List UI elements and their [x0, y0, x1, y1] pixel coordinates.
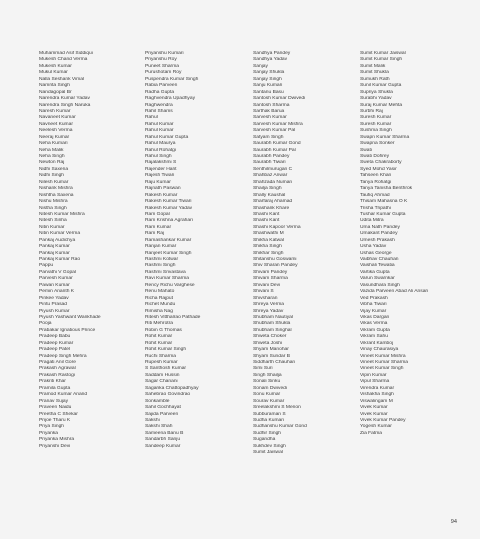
name-entry: Navaneet Kumar — [39, 115, 76, 121]
names-column-1 — [39, 51, 144, 450]
name-entry: Parvesh Kumar — [39, 276, 73, 282]
name-entry: Neha Kumari — [39, 141, 68, 147]
name-entry: Surabhi Yadav — [360, 96, 392, 102]
name-entry: Sumit Jaiswal — [253, 450, 283, 456]
name-entry: Rimisha Nag — [145, 308, 173, 314]
name-entry: Ramashankar Kumar — [145, 237, 192, 243]
name-entry: Sukhdev Singh — [253, 443, 286, 449]
name-entry: Saurabh Pandey — [253, 154, 290, 159]
name-entry: Pramila Gupta — [39, 385, 71, 391]
name-entry: Priya Singh — [39, 424, 65, 430]
name-entry: Sandarbh Sanju — [145, 437, 181, 443]
name-entry: Sagarika Chattopadhyay — [145, 385, 199, 391]
name-entry: Raju Kumar — [145, 179, 171, 185]
name-entry: Vineet Kumar Mishra — [360, 353, 406, 359]
name-entry: Suraj Kumar Mehta — [360, 102, 403, 108]
name-entry: Swapna Sonker — [360, 141, 395, 147]
name-entry: Purushotam Roy — [145, 70, 182, 76]
name-entry: Sumit Shukla — [360, 70, 389, 76]
name-entry: Rahil Shams — [145, 108, 173, 114]
name-entry: Preetha C Shekar — [39, 411, 78, 417]
name-entry: Pooja — [39, 321, 52, 327]
name-entry: Vaishali Tewatia — [360, 263, 395, 269]
name-entry: Rohit Kumar — [145, 334, 173, 340]
name-entry: Vazida Parveen Abad Ali Ansari — [360, 289, 429, 295]
name-entry: Sagar Chanani — [145, 379, 178, 385]
name-entry: Parvathi V Gopal — [39, 269, 76, 275]
names-column-3 — [253, 51, 358, 457]
name-entry: Priyanshu Roy — [145, 57, 177, 63]
name-entry: Vikram Gupta — [360, 327, 390, 333]
name-entry: S Santhosh Kumar — [145, 366, 187, 372]
name-entry: Pawan Kumar — [39, 282, 70, 288]
name-entry: Pankaj Kumar Rao — [39, 257, 81, 262]
name-entry: Shweta Joshi — [253, 340, 283, 346]
name-entry: Ranjan Kumar — [145, 244, 177, 250]
name-entry: Taufiq Ahmad — [360, 192, 390, 198]
name-entry: Priyanshi Devi — [39, 443, 71, 449]
name-entry: Narendra Kumar Yadav — [39, 96, 90, 102]
name-entry: Neelesh Verma — [39, 128, 73, 134]
name-entry: Priyanshu Kumari — [145, 51, 184, 56]
name-entry: Rajender Harit — [145, 166, 177, 172]
name-entry: Pradeep Patel — [39, 347, 70, 353]
name-entry: Ranjeet Kumar Singh — [145, 250, 192, 256]
name-entry: Ritesh Vitthalrao Pathade — [145, 314, 201, 320]
name-entry: Vineet Kumar Singh — [360, 366, 404, 372]
name-entry: Sandhya Yadav — [253, 57, 288, 63]
name-entry: Swati Dohrey — [360, 154, 390, 159]
name-entry: Vikas Dargan — [360, 314, 390, 320]
name-entry: Supriya Shukla — [360, 89, 393, 95]
name-entry: Nishank Mishra — [39, 186, 73, 192]
name-entry: Saddam Hussin — [145, 372, 180, 378]
names-column-2 — [145, 51, 250, 450]
name-entry: Rajesh Tiwari — [145, 173, 175, 179]
name-entry: Rashmi Srivastava — [145, 269, 186, 275]
name-entry: Mukesh Chand Verma — [39, 57, 88, 63]
name-entry: Swapn Kumar Sharma — [360, 134, 410, 140]
name-entry: Sudhir Singh — [253, 430, 282, 436]
name-entry: Sonkamble — [145, 398, 170, 404]
name-entry: Suresh Kumar — [360, 115, 392, 121]
name-entry: Rakesh Kumar — [145, 192, 178, 198]
name-entry: Puspendra Kumar Singh — [145, 76, 199, 82]
name-entry: Pappu — [39, 263, 54, 269]
name-entry: Vishakha Singh — [360, 392, 394, 398]
name-entry: Pintu Prasad — [39, 302, 68, 308]
name-entry: Sanju Kumari — [253, 83, 283, 89]
name-entry: Pemin Ananth K — [39, 289, 75, 295]
name-entry: Raghvendra Upadhyay — [145, 96, 196, 102]
name-entry: Vineet Kumar Sharma — [360, 360, 409, 365]
name-entry: Shweta Choker — [253, 334, 287, 340]
name-entry: Pragati Anil Gore — [39, 360, 76, 365]
name-entry: Neha Malik — [39, 147, 64, 153]
name-entry: Nidhi Saxena — [39, 166, 69, 172]
name-entry: Shashi Kant — [253, 218, 280, 224]
name-entry: Satyam Singh — [253, 134, 284, 140]
name-entry: Rahul Kumar Gupta — [145, 134, 189, 140]
name-entry: Shivam Pandey — [253, 269, 288, 275]
name-entry: Vipin Kumar — [360, 372, 387, 378]
name-entry: Robin G Thomas — [145, 327, 182, 333]
name-entry: Shivani S — [253, 289, 274, 295]
name-entry: Sandhya Pandey — [253, 51, 291, 56]
name-entry: Sajida Parveen — [145, 411, 179, 417]
name-entry: Priyanka — [39, 430, 59, 436]
name-entry: Riti Mehrotra — [145, 321, 173, 327]
name-entry: Richet Mundu — [145, 302, 176, 308]
name-entry: Sameena Banu B — [145, 430, 184, 436]
name-entry: Pankaj Kumar — [39, 244, 70, 250]
name-entry: Nishtha Saxena — [39, 192, 74, 198]
name-entry: Simi Suri — [253, 366, 273, 372]
name-entry: Uma Nath Pandey — [360, 224, 400, 230]
name-entry: Shikha Katwal — [253, 237, 284, 243]
name-entry: Vikas Verma — [360, 321, 388, 327]
name-entry: Pradeep Kumar — [39, 340, 74, 346]
name-entry: Sudha Kumari — [253, 417, 284, 423]
name-entry: Pankaj Kumar — [39, 250, 70, 256]
name-entry: Saurabh Kumar Pal — [253, 147, 296, 153]
name-entry: Shashi Kapoor Verma — [253, 224, 301, 230]
name-entry: Sakshi Shah — [145, 424, 173, 430]
name-entry: Rupesh Kumar — [145, 360, 178, 365]
names-column-4 — [360, 51, 465, 437]
name-entry: Rabia Parveen — [145, 83, 178, 89]
name-entry: Rahul Kumar — [145, 121, 174, 127]
name-entry: Sreelakshmi S Menon — [253, 405, 301, 411]
name-entry: Vinay Chaurasiya — [360, 347, 399, 353]
name-entry: Shivsharan — [253, 295, 278, 301]
name-entry: Singh Shailja — [253, 372, 282, 378]
name-entry: Sourav Kumar — [253, 398, 285, 404]
name-entry: Saurabh Kumar Gond — [253, 141, 301, 147]
name-entry: Priyanka Mishra — [39, 437, 75, 443]
name-entry: Nidhi Singh — [39, 173, 65, 179]
name-entry: Vaibhav Chauhan — [360, 257, 399, 262]
name-entry: Vivek Kumar — [360, 411, 388, 417]
name-entry: Sonu Kumar — [253, 392, 281, 398]
name-entry: Usha Yadav — [360, 244, 387, 250]
name-entry: Ruchi Sharma — [145, 353, 176, 359]
name-entry: Umakant Pandey — [360, 231, 398, 237]
name-entry: Richa Rajput — [145, 295, 173, 301]
name-entry: Sanjay Singh — [253, 76, 282, 82]
name-entry: Virendra Kumar — [360, 385, 395, 391]
name-entry: Rency Richu Varghese — [145, 282, 195, 288]
name-entry: Senthilmurugan C — [253, 166, 293, 172]
name-entry: Vibha Tiwari — [360, 302, 387, 308]
name-entry: Nitin Kumar — [39, 224, 65, 230]
name-entry: Ram Raj — [145, 231, 165, 237]
name-entry: Rakesh Kumar Yadav — [145, 205, 193, 211]
name-entry: Shyam Manohar — [253, 347, 289, 353]
name-entry: Mukul Kumar — [39, 70, 68, 76]
name-entry: Rashmi Kotwar — [145, 257, 179, 262]
name-entry: Pinkee Yadav — [39, 295, 69, 301]
name-entry: Naresh Kumar — [39, 108, 71, 114]
name-entry: Pramod Kumar Anand — [39, 392, 88, 398]
name-entry: Neeraj Kumar — [39, 134, 70, 140]
name-entry: Shailja Singh — [253, 186, 282, 192]
name-entry: Sahil Gochhayat — [145, 405, 181, 411]
name-entry: Namrita Singh — [39, 83, 70, 89]
name-entry: Shiv Sharan Pandey — [253, 263, 298, 269]
name-entry: Saurabh Tiwari — [253, 160, 286, 166]
name-entry: Prakash Rastogi — [39, 372, 75, 378]
name-entry: Ravi Kumar Sharma — [145, 276, 190, 282]
name-entry: Nandagopal Br — [39, 89, 72, 95]
name-entry: Narendra Singh Naruka — [39, 102, 91, 108]
name-entry: Santosh Sharma — [253, 102, 290, 108]
name-entry: Shivam Sharma — [253, 276, 288, 282]
name-entry: Shashwathi M — [253, 231, 284, 237]
name-entry: Ram Gopal — [145, 211, 170, 217]
name-entry: Mukesh Kumar — [39, 63, 72, 69]
name-entry: Tahseen Khan — [360, 173, 392, 179]
name-entry: Nilesh Kumar — [39, 179, 69, 185]
name-entry: Rajalakshmi S — [145, 160, 177, 166]
name-entry: Sanjay Shukla — [253, 70, 285, 76]
name-entry: Shitanshu Goswami — [253, 257, 297, 262]
name-entry: Rahul Rohatgi — [145, 147, 176, 153]
name-entry: Muhammad Asif Siddiqui — [39, 51, 93, 56]
name-entry: Shreya Yadav — [253, 308, 284, 314]
name-entry: Pranav Sujay — [39, 398, 69, 404]
name-entry: Nalla Seshank Vimal — [39, 76, 85, 82]
name-entry: Sarvesh Kumar — [253, 115, 287, 121]
name-entry: Rohit Kumar Singh — [145, 347, 187, 353]
name-entry: Umesh Prakash — [360, 237, 395, 243]
name-entry: Sugandha — [253, 437, 276, 443]
name-entry: Sarthak Barua — [253, 108, 285, 114]
name-entry: Renu Mahato — [145, 289, 175, 295]
name-entry: Sahebrao Govindrao — [145, 392, 191, 398]
name-entry: Nitin Kumar Verma — [39, 231, 81, 237]
name-entry: Piyush Yashwant Wankhade — [39, 314, 101, 320]
name-entry: Navneet Kumar — [39, 121, 73, 127]
name-entry: Neha Singh — [39, 154, 65, 159]
name-entry: Raghwendra — [145, 102, 173, 108]
name-entry: Rahul Singh — [145, 154, 172, 159]
name-entry: Subburaman S — [253, 411, 286, 417]
name-entry: Rohit Kumar — [145, 340, 173, 346]
name-entry: Yogesh Kumar — [360, 424, 392, 430]
name-entry: Vivek Kumar Pandey — [360, 417, 406, 423]
name-entry: Piyush Kumar — [39, 308, 70, 314]
name-entry: Shubham Shukla — [253, 321, 291, 327]
name-entry: Rashmi Singh — [145, 263, 176, 269]
name-entry: Rahul Kumar — [145, 128, 174, 134]
name-entry: Sonali Sinku — [253, 379, 281, 385]
name-entry: Nitesh Sinha — [39, 218, 67, 224]
name-entry: Shyam Sundar B — [253, 353, 290, 359]
name-entry: Rahul Maurya — [145, 141, 176, 147]
name-entry: Nishu Mishra — [39, 199, 68, 205]
name-entry: Sunil Kumar Gupta — [360, 83, 402, 89]
name-entry: Shubham Singhal — [253, 327, 292, 333]
name-entry: Sushma Singh — [360, 128, 392, 134]
name-entry: Nistha Singh — [39, 205, 67, 211]
name-entry: Santanu Basu — [253, 89, 284, 95]
name-entry: Puneet Sharma — [145, 63, 179, 69]
name-entry: Sudhanshu Kumar Gond — [253, 424, 307, 430]
name-entry: Shivani Devi — [253, 282, 281, 288]
name-entry: Siddharth Chauhan — [253, 360, 296, 365]
name-entry: Shahbaz Anwar — [253, 173, 288, 179]
name-entry: Viswalingam M — [360, 398, 393, 404]
page-number: 94 — [450, 519, 457, 525]
name-entry: Thisam Mahasna O K — [360, 199, 408, 205]
name-entry: Trisha Tripathi — [360, 205, 391, 211]
name-entry: Prijoe Tharu K — [39, 417, 71, 423]
name-entry: Shreya Verma — [253, 302, 284, 308]
name-entry: Shashank Khare — [253, 205, 290, 211]
name-entry: Santosh Kumar Dwivedi — [253, 96, 306, 102]
name-entry: Pradeep Babu — [39, 334, 71, 340]
name-entry: Shahzada Numan — [253, 179, 293, 185]
name-entry: Vikrant Kamboj — [360, 340, 394, 346]
name-entry: Suresh Kumar — [360, 121, 392, 127]
name-entry: Vasundhara Singh — [360, 282, 400, 288]
name-entry: Shubham Nautiyal — [253, 314, 293, 320]
name-entry: Newton Raj — [39, 160, 65, 166]
name-entry: Sonam Dwivedi — [253, 385, 287, 391]
name-entry: Ram Krishna Agrahari — [145, 218, 193, 224]
name-entry: Shikhar Singh — [253, 250, 284, 256]
name-entry: Rahul — [145, 115, 158, 121]
name-entry: Ved Prakash — [360, 295, 388, 301]
name-entry: Ushas George — [360, 250, 392, 256]
name-entry: Rajnath Paswan — [145, 186, 181, 192]
name-entry: Radha Gupta — [145, 89, 175, 95]
name-entry: Prakash Agrawal — [39, 366, 76, 372]
name-entry: Ram Kumar — [145, 224, 172, 230]
name-entry: Tushar Kumar Gupta — [360, 211, 406, 217]
name-entry: Udita Mitra — [360, 218, 384, 224]
name-entry: Swati — [360, 147, 372, 153]
name-entry: Vikram Sahu — [360, 334, 388, 340]
name-entry: Tanya Rohatgi — [360, 179, 392, 185]
name-entry: Sanjay — [253, 63, 268, 69]
name-entry: Vipul Sharma — [360, 379, 390, 385]
name-entry: Varun Swarnkar — [360, 276, 395, 282]
name-entry: Sandeep Kumar — [145, 443, 181, 449]
name-entry: Prabakar Ignatious Prince — [39, 327, 96, 333]
name-entry: Nitesh Kumar Mishra — [39, 211, 85, 217]
name-entry: Sarvesh Kumar Mishra — [253, 121, 303, 127]
name-entry: Zia Fatma — [360, 430, 383, 436]
name-entry: Sakshi — [145, 417, 160, 423]
name-entry: Praveen Naidu — [39, 405, 72, 411]
name-entry: Tanya Tanisha Benthrok — [360, 186, 413, 192]
name-entry: Vivek Kumar — [360, 405, 388, 411]
name-entry: Syed Mohd Yasir — [360, 166, 397, 172]
name-entry: Sumit Kumar Singh — [360, 57, 403, 63]
name-entry: Sumit Malik — [360, 63, 386, 69]
name-entry: Sweta Chakraborty — [360, 160, 402, 166]
name-entry: Rakesh Kumar Tiwari — [145, 199, 192, 205]
name-entry: Sharfaraj Ahamad — [253, 199, 293, 205]
name-entry: Vijay Kumar — [360, 308, 387, 314]
name-entry: Sumukh Rath — [360, 76, 390, 82]
name-entry: Surbhi Raj — [360, 108, 383, 114]
name-entry: Shashi Kant — [253, 211, 280, 217]
name-entry: Pradeep Singh Mehra — [39, 353, 87, 359]
name-entry: Shally Kaushal — [253, 192, 286, 198]
name-entry: Pankaj Audichya — [39, 237, 76, 243]
name-entry: Sarvesh Kumar Pal — [253, 128, 296, 134]
name-entry: Prakriti Khar — [39, 379, 66, 385]
name-entry: Shikha Singh — [253, 244, 282, 250]
name-entry: Sumit Kumar Jaiswal — [360, 51, 406, 56]
name-entry: Vartika Gupta — [360, 269, 390, 275]
